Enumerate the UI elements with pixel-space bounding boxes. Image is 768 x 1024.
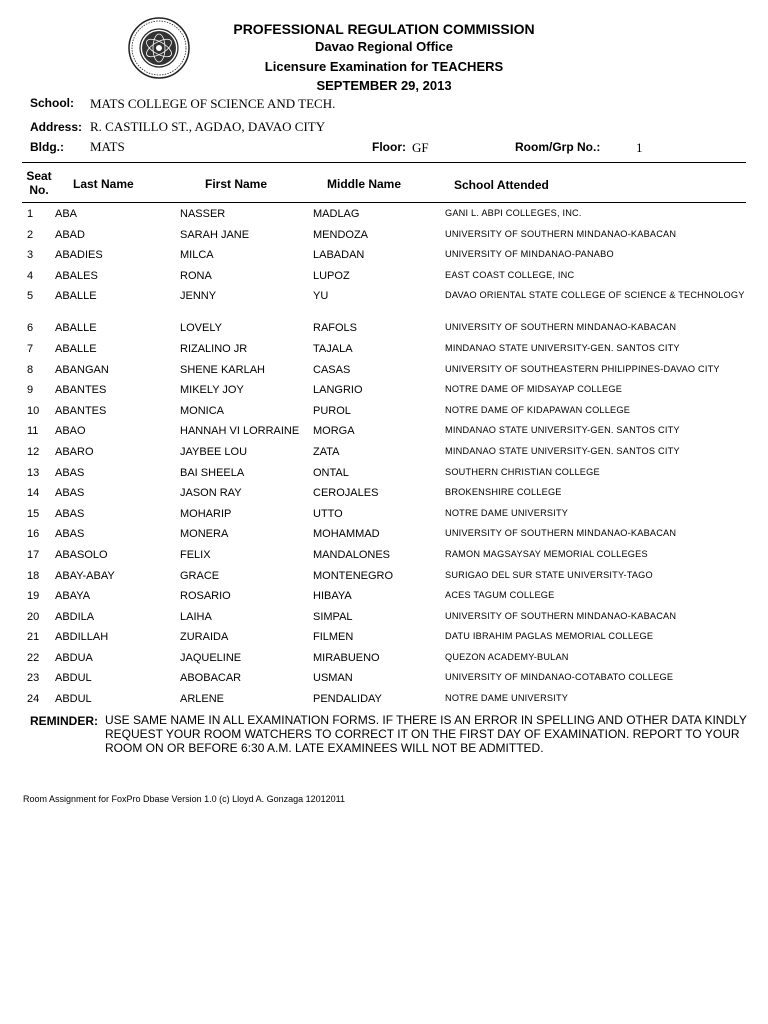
school-attended-cell: EAST COAST COLLEGE, INC (445, 269, 575, 280)
last-name-cell: ABANTES (55, 404, 107, 417)
school-attended-cell: UNIVERSITY OF MINDANAO-PANABO (445, 249, 614, 260)
last-name-cell: ABALLE (55, 290, 97, 303)
seat-no-cell: 21 (27, 631, 40, 644)
school-attended-cell: NOTRE DAME OF KIDAPAWAN COLLEGE (445, 404, 631, 415)
table-row (0, 381, 768, 402)
middle-name-cell: USMAN (313, 672, 353, 685)
seat-no-cell: 4 (27, 269, 34, 282)
first-name-cell: MIKELY JOY (180, 384, 244, 397)
seat-no-cell: 15 (27, 507, 40, 520)
seat-no-cell: 3 (27, 249, 34, 262)
seat-no-cell: 23 (27, 672, 40, 685)
first-name-cell: JENNY (180, 290, 217, 303)
seat-no-cell: 14 (27, 487, 40, 500)
seat-no-cell: 11 (27, 425, 39, 438)
commission-title: PROFESSIONAL REGULATION COMMISSION (233, 21, 535, 37)
table-row (0, 608, 768, 629)
regional-office: Davao Regional Office (315, 39, 453, 54)
header-bottom-rule (22, 202, 746, 203)
middle-name-cell: SIMPAL (313, 610, 353, 623)
seat-no-cell: 17 (27, 548, 40, 561)
first-name-cell: BAI SHEELA (180, 466, 245, 479)
school-attended-cell: NOTRE DAME UNIVERSITY (445, 507, 569, 518)
school-label: School: (30, 96, 74, 110)
col-school-header: School Attended (454, 178, 549, 192)
last-name-cell: ABAS (55, 466, 85, 479)
last-name-cell: ABAS (55, 487, 85, 500)
middle-name-cell: PENDALIDAY (313, 693, 382, 706)
first-name-cell: MOHARIP (180, 507, 232, 520)
last-name-cell: ABAD (55, 228, 85, 241)
middle-name-cell: CEROJALES (313, 487, 379, 500)
middle-name-cell: TAJALA (313, 342, 353, 355)
table-row (0, 422, 768, 443)
seat-no-cell: 13 (27, 466, 40, 479)
seat-no-cell: 10 (27, 404, 40, 417)
first-name-cell: ROSARIO (180, 590, 231, 603)
school-attended-cell: UNIVERSITY OF SOUTHERN MINDANAO-KABACAN (445, 528, 677, 539)
middle-name-cell: ONTAL (313, 466, 349, 479)
first-name-cell: SARAH JANE (180, 228, 250, 241)
school-attended-cell: RAMON MAGSAYSAY MEMORIAL COLLEGES (445, 548, 648, 559)
middle-name-cell: MOHAMMAD (313, 528, 380, 541)
first-name-cell: MONICA (180, 404, 224, 417)
middle-name-cell: MONTENEGRO (313, 569, 394, 582)
middle-name-cell: UTTO (313, 507, 343, 520)
last-name-cell: ABDILA (55, 610, 95, 623)
school-attended-cell: GANI L. ABPI COLLEGES, INC. (445, 208, 582, 218)
reminder-text: USE SAME NAME IN ALL EXAMINATION FORMS. IF THERE IS AN ERROR IN SPELLING AND OTHER DATA KINDLY REQUEST YOUR ROOM WATCHERS TO CORRECT IT ON THE FIRST DAY OF EXAMINATION. REPORT TO YOUR ROOM ON OR BEFORE 6:30 A.M. LATE EXAMINEES WILL NOT BE ADMITTED. (105, 713, 747, 755)
last-name-cell: ABANTES (55, 384, 107, 397)
middle-name-cell: MENDOZA (313, 228, 368, 241)
first-name-cell: NASSER (180, 208, 226, 220)
school-attended-cell: SURIGAO DEL SUR STATE UNIVERSITY-TAGO (445, 569, 653, 580)
school-attended-cell: SOUTHERN CHRISTIAN COLLEGE (445, 466, 600, 477)
middle-name-cell: HIBAYA (313, 590, 352, 603)
last-name-cell: ABA (55, 208, 78, 220)
room-label: Room/Grp No.: (515, 140, 601, 154)
table-row (0, 669, 768, 690)
middle-name-cell: MIRABUENO (313, 651, 380, 664)
col-seat-header: Seat No. (26, 169, 52, 197)
middle-name-cell: RAFOLS (313, 322, 358, 335)
last-name-cell: ABAS (55, 507, 85, 520)
last-name-cell: ABALES (55, 269, 98, 282)
last-name-cell: ABALLE (55, 322, 97, 335)
last-name-cell: ABADIES (55, 249, 103, 262)
first-name-cell: GRACE (180, 569, 220, 582)
last-name-cell: ABASOLO (55, 548, 108, 561)
first-name-cell: JAYBEE LOU (180, 445, 248, 458)
first-name-cell: RIZALINO JR (180, 342, 248, 355)
middle-name-cell: LABADAN (313, 249, 365, 262)
middle-name-cell: CASAS (313, 363, 351, 376)
reminder-label: REMINDER: (30, 714, 98, 728)
seat-no-cell: 24 (27, 693, 40, 706)
address-value: R. CASTILLO ST., AGDAO, DAVAO CITY (90, 119, 326, 134)
seat-no-cell: 22 (27, 651, 40, 664)
col-first-name-header: First Name (205, 177, 268, 191)
exam-date: SEPTEMBER 29, 2013 (316, 78, 452, 93)
footer-credit: Room Assignment for FoxPro Dbase Version 1.0 (c) Lloyd A. Gonzaga 12012011 (23, 794, 346, 804)
table-row (0, 361, 768, 382)
table-row (0, 567, 768, 588)
seat-no-cell: 8 (27, 363, 34, 376)
table-row (0, 546, 768, 567)
seat-no-cell: 5 (27, 290, 34, 303)
header-top-rule (22, 162, 746, 163)
middle-name-cell: YU (313, 290, 329, 303)
seat-no-cell: 9 (27, 384, 34, 397)
middle-name-cell: MORGA (313, 425, 355, 438)
school-attended-cell: NOTRE DAME UNIVERSITY (445, 693, 569, 704)
seat-no-cell: 2 (27, 228, 34, 241)
table-row (0, 226, 768, 247)
floor-value: GF (412, 140, 429, 155)
table-row (0, 319, 768, 340)
first-name-cell: JASON RAY (180, 487, 242, 500)
first-name-cell: RONA (180, 269, 212, 282)
first-name-cell: SHENE KARLAH (180, 363, 265, 376)
first-name-cell: MONERA (180, 528, 229, 541)
seat-no-cell: 19 (27, 590, 40, 603)
seat-no-cell: 20 (27, 610, 40, 623)
table-row (0, 267, 768, 288)
school-attended-cell: MINDANAO STATE UNIVERSITY-GEN. SANTOS CITY (445, 445, 680, 456)
middle-name-cell: LUPOZ (313, 269, 350, 282)
table-row (0, 525, 768, 546)
seat-no-cell: 18 (27, 569, 40, 582)
table-row (0, 505, 768, 526)
last-name-cell: ABAO (55, 425, 86, 438)
table-row (0, 287, 768, 319)
seat-no-cell: 16 (27, 528, 40, 541)
school-attended-cell: UNIVERSITY OF SOUTHERN MINDANAO-KABACAN (445, 610, 677, 621)
last-name-cell: ABAS (55, 528, 85, 541)
room-value: 1 (636, 140, 643, 155)
examinee-table (0, 205, 768, 711)
floor-label: Floor: (372, 140, 406, 154)
table-row (0, 340, 768, 361)
bldg-value: MATS (90, 139, 125, 154)
table-row (0, 484, 768, 505)
first-name-cell: ABOBACAR (180, 672, 242, 685)
last-name-cell: ABDUA (55, 651, 93, 664)
middle-name-cell: ZATA (313, 445, 340, 458)
table-row (0, 205, 768, 226)
school-attended-cell: DATU IBRAHIM PAGLAS MEMORIAL COLLEGE (445, 631, 654, 642)
table-row (0, 628, 768, 649)
table-row (0, 402, 768, 423)
last-name-cell: ABAYA (55, 590, 91, 603)
first-name-cell: LAIHA (180, 610, 212, 623)
school-attended-cell: UNIVERSITY OF SOUTHEASTERN PHILIPPINES-DAVAO CITY (445, 363, 720, 374)
last-name-cell: ABDUL (55, 672, 92, 685)
first-name-cell: ZURAIDA (180, 631, 229, 644)
middle-name-cell: FILMEN (313, 631, 354, 644)
school-attended-cell: QUEZON ACADEMY-BULAN (445, 651, 569, 662)
first-name-cell: LOVELY (180, 322, 222, 335)
first-name-cell: JAQUELINE (180, 651, 242, 664)
school-attended-cell: UNIVERSITY OF MINDANAO-COTABATO COLLEGE (445, 672, 674, 683)
school-attended-cell: MINDANAO STATE UNIVERSITY-GEN. SANTOS CITY (445, 342, 680, 353)
seat-no-cell: 1 (27, 208, 34, 220)
last-name-cell: ABANGAN (55, 363, 109, 376)
table-row (0, 587, 768, 608)
last-name-cell: ABDUL (55, 693, 92, 706)
school-attended-cell: DAVAO ORIENTAL STATE COLLEGE OF SCIENCE & TECHNOLOGY (445, 290, 745, 301)
first-name-cell: HANNAH VI LORRAINE (180, 425, 300, 438)
table-row (0, 246, 768, 267)
seat-no-cell: 7 (27, 342, 34, 355)
first-name-cell: FELIX (180, 548, 211, 561)
school-attended-cell: ACES TAGUM COLLEGE (445, 590, 555, 601)
first-name-cell: ARLENE (180, 693, 225, 706)
school-attended-cell: MINDANAO STATE UNIVERSITY-GEN. SANTOS CITY (445, 425, 680, 436)
seat-no-cell: 6 (27, 322, 34, 335)
middle-name-cell: MANDALONES (313, 548, 391, 561)
school-value: MATS COLLEGE OF SCIENCE AND TECH. (90, 96, 336, 111)
last-name-cell: ABDILLAH (55, 631, 109, 644)
table-row (0, 443, 768, 464)
table-row (0, 690, 768, 711)
middle-name-cell: MADLAG (313, 208, 360, 220)
first-name-cell: MILCA (180, 249, 214, 262)
school-attended-cell: NOTRE DAME OF MIDSAYAP COLLEGE (445, 384, 623, 395)
middle-name-cell: PUROL (313, 404, 351, 417)
school-attended-cell: UNIVERSITY OF SOUTHERN MINDANAO-KABACAN (445, 228, 677, 239)
address-label: Address: (30, 120, 83, 134)
exam-title: Licensure Examination for TEACHERS (264, 59, 504, 74)
school-attended-cell: BROKENSHIRE COLLEGE (445, 487, 562, 498)
last-name-cell: ABARO (55, 445, 94, 458)
col-middle-name-header: Middle Name (327, 177, 402, 191)
school-attended-cell: UNIVERSITY OF SOUTHERN MINDANAO-KABACAN (445, 322, 677, 333)
col-last-name-header: Last Name (73, 177, 134, 191)
last-name-cell: ABAY-ABAY (55, 569, 115, 582)
middle-name-cell: LANGRIO (313, 384, 363, 397)
last-name-cell: ABALLE (55, 342, 97, 355)
bldg-label: Bldg.: (30, 140, 64, 154)
seat-no-cell: 12 (27, 445, 40, 458)
table-row (0, 649, 768, 670)
table-row (0, 464, 768, 485)
